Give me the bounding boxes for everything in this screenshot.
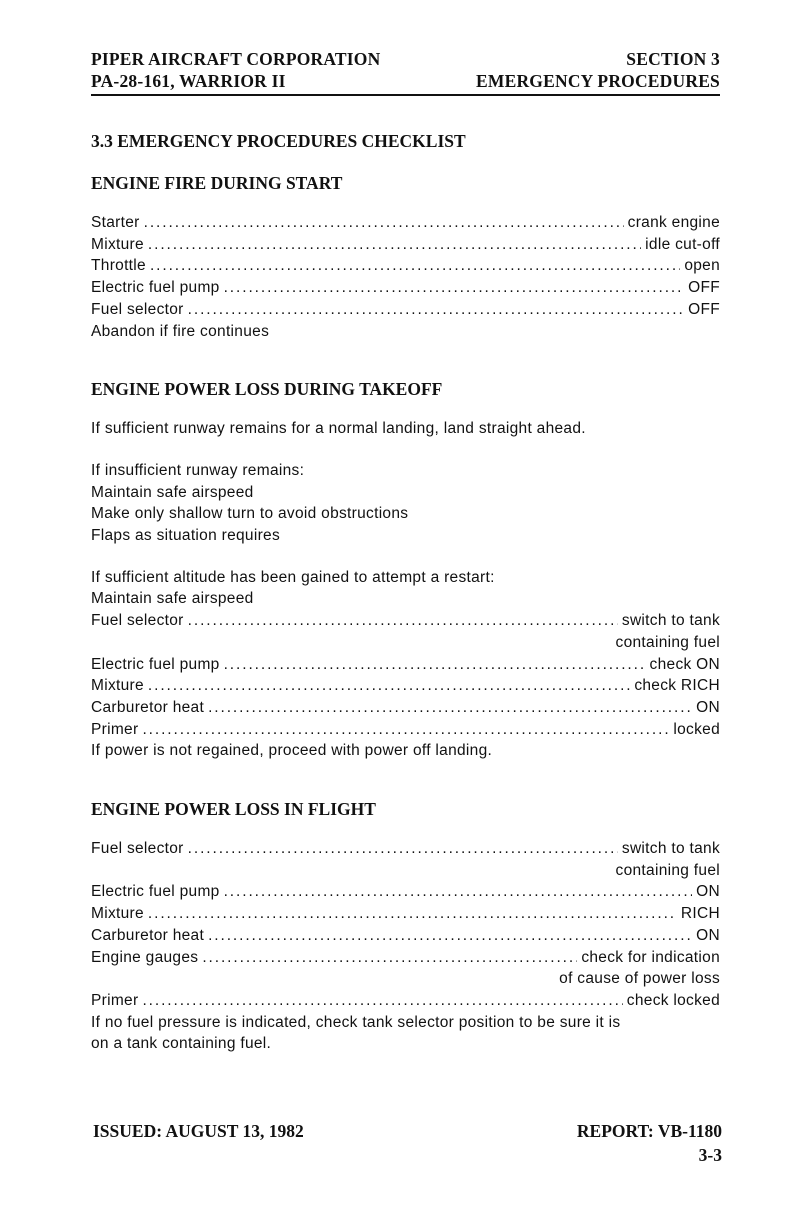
restart-block [91,567,720,762]
checklist-item [91,654,720,676]
checklist-item [91,675,720,697]
item-value: switch to tank [621,612,720,630]
company-name: PIPER AIRCRAFT CORPORATION [91,49,381,69]
leader-dots [202,947,577,969]
checklist-item [91,610,720,632]
leader-dots [224,654,646,676]
item-value: OFF [688,279,720,297]
header-row-2 [91,70,720,92]
item-value: locked [673,720,720,738]
takeoff-note: If power is not regained, proceed with power off landing. [91,742,493,760]
leader-dots [208,697,692,719]
leader-dots [208,925,692,947]
item-label: Electric fuel pump [91,279,220,297]
item-label: Engine gauges [91,948,199,966]
leader-dots [148,234,641,256]
in-flight-checklist [91,838,720,1055]
leader-dots [224,277,685,299]
page-number: 3-3 [698,1145,722,1165]
item-value: ON [696,698,720,716]
header-row-1 [91,48,720,70]
item-value: ON [696,926,720,944]
checklist-item [91,719,720,741]
leader-dots [188,838,618,860]
item-value: check for indication [581,948,720,966]
checklist-item [91,903,720,925]
item-label: Primer [91,991,139,1009]
checklist-item [91,838,720,860]
checklist-item [91,990,720,1012]
item-label: Mixture [91,235,144,253]
document-page [91,48,720,1055]
checklist-item [91,212,720,234]
in-flight-heading: ENGINE POWER LOSS IN FLIGHT [91,799,376,820]
checklist-item [91,881,720,903]
text-line: If sufficient altitude has been gained to attempt a restart: [91,568,495,586]
item-value: open [684,257,720,275]
item-label: Carburetor heat [91,926,205,944]
item-value-continued: containing fuel [615,633,720,651]
takeoff-heading: ENGINE POWER LOSS DURING TAKEOFF [91,379,443,400]
leader-dots [148,675,630,697]
item-value: crank engine [627,214,720,231]
item-label: Electric fuel pump [91,655,220,673]
leader-dots [188,299,684,321]
report-number: REPORT: VB-1180 [576,1121,722,1141]
item-label: Fuel selector [91,840,184,858]
item-label: Fuel selector [91,612,184,630]
item-label: Mixture [91,905,144,923]
checklist-item [91,255,720,277]
takeoff-section [91,418,720,762]
takeoff-intro: If sufficient runway remains for a normal landing, land straight ahead. [91,420,586,438]
leader-dots [224,881,693,903]
checklist-item [91,925,720,947]
insufficient-runway-block [91,460,720,547]
item-label: Throttle [91,257,146,275]
footer-row [93,1119,722,1143]
issue-date: ISSUED: AUGUST 13, 1982 [93,1121,304,1141]
item-label: Mixture [91,677,144,695]
text-line: Maintain safe airspeed [91,590,254,608]
page-footer [93,1119,722,1167]
item-label: Carburetor heat [91,698,205,716]
header-divider [91,94,720,96]
fire-start-note: Abandon if fire continues [91,322,270,340]
item-value: idle cut-off [645,235,720,253]
text-line: Maintain safe airspeed [91,483,254,501]
section-number: SECTION 3 [626,49,720,69]
item-label: Primer [91,720,139,738]
text-line: If insufficient runway remains: [91,461,305,479]
section-title: EMERGENCY PROCEDURES [476,71,720,91]
text-line: on a tank containing fuel. [91,1035,272,1053]
item-value: RICH [680,905,720,923]
leader-dots [188,610,618,632]
leader-dots [144,212,624,234]
item-label: Starter [91,214,140,231]
item-value-continued: of cause of power loss [559,970,720,988]
text-line: Flaps as situation requires [91,527,281,545]
item-value: check locked [626,991,720,1009]
item-label: Electric fuel pump [91,883,220,901]
item-value: check ON [649,655,720,673]
leader-dots [148,903,677,925]
checklist-title: 3.3 EMERGENCY PROCEDURES CHECKLIST [91,131,466,151]
fire-start-checklist [91,212,720,342]
item-value: check RICH [634,677,720,695]
aircraft-model: PA-28-161, WARRIOR II [91,71,286,91]
text-line: Make only shallow turn to avoid obstructions [91,505,409,523]
item-value-continued: containing fuel [615,861,720,879]
fire-start-heading: ENGINE FIRE DURING START [91,173,343,193]
leader-dots [142,990,622,1012]
leader-dots [142,719,669,741]
item-value: switch to tank [621,840,720,858]
checklist-item [91,697,720,719]
item-value: ON [696,883,720,901]
leader-dots [150,255,680,277]
text-line: If no fuel pressure is indicated, check tank selector position to be sure it is [91,1013,621,1031]
checklist-item [91,234,720,256]
checklist-item [91,299,720,321]
item-label: Fuel selector [91,300,184,318]
checklist-item [91,277,720,299]
item-value: OFF [688,300,720,318]
checklist-item [91,947,720,969]
